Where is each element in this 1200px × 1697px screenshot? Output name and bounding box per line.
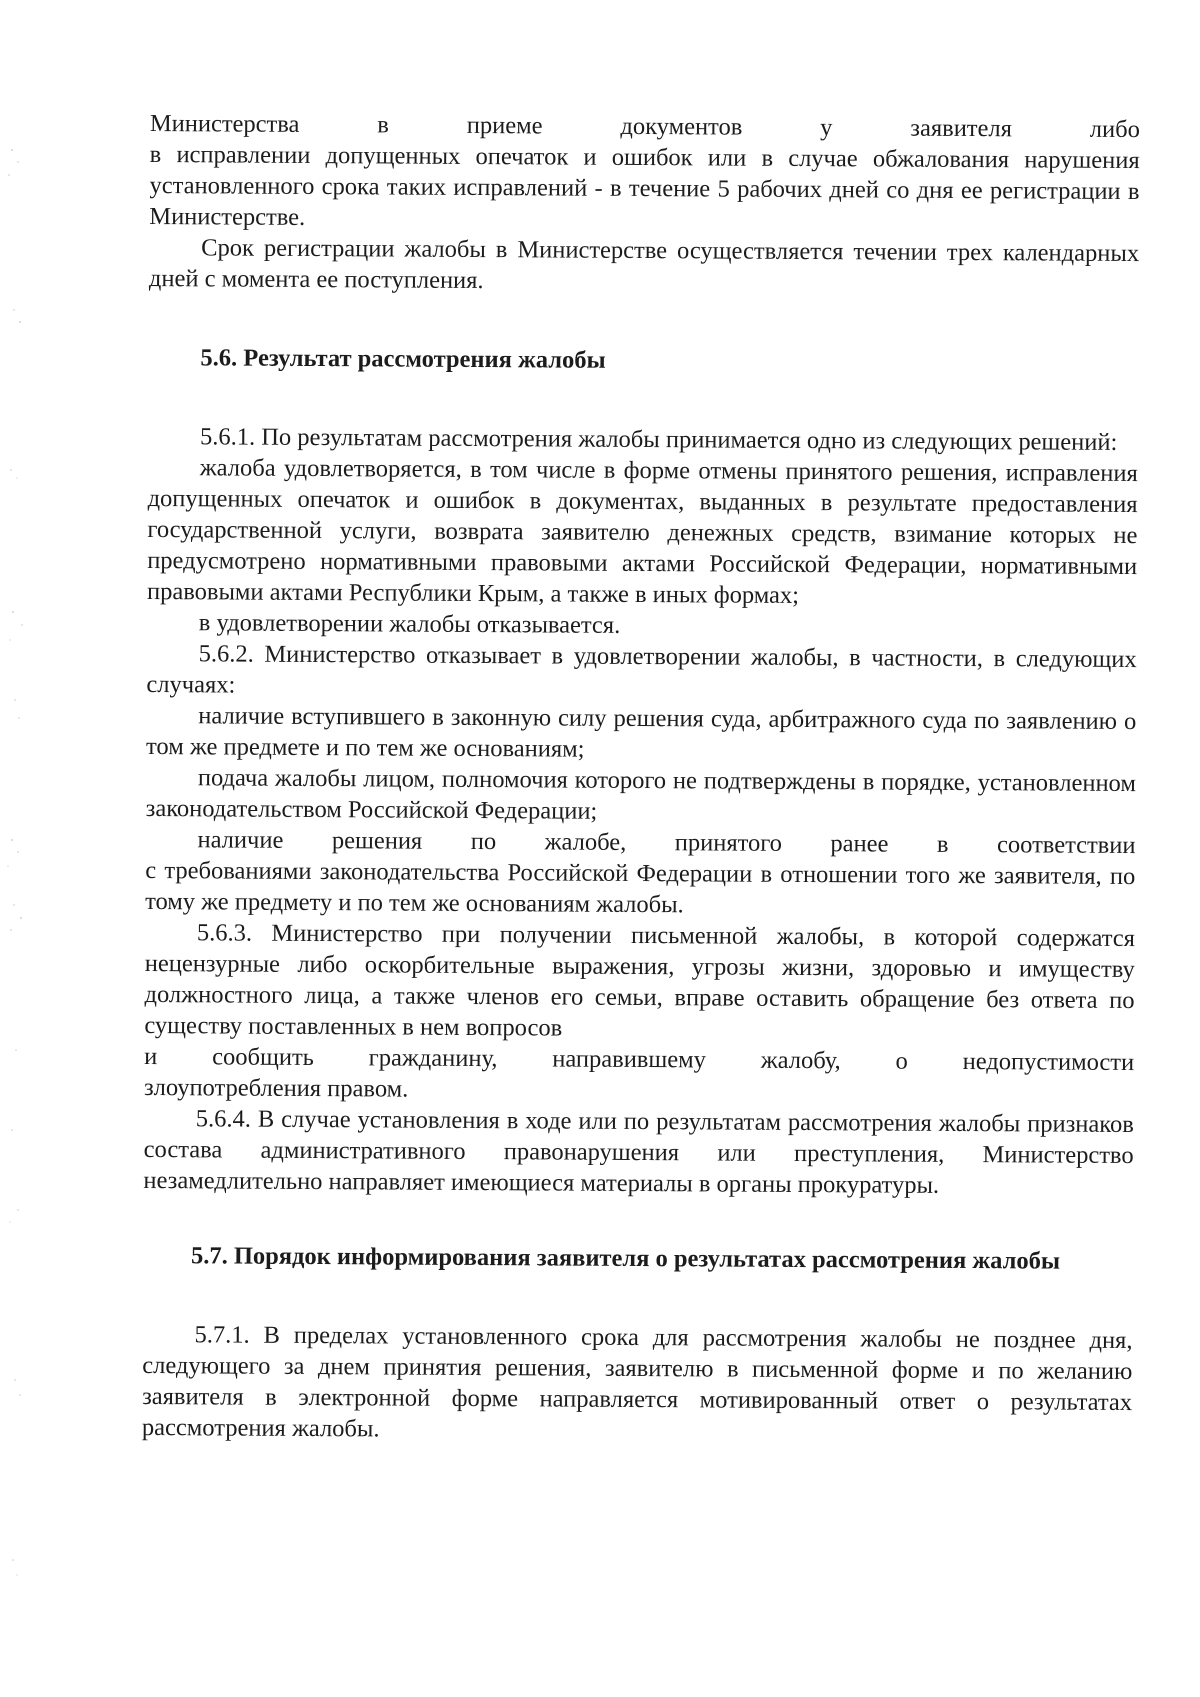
case-authority-unconfirmed: подача жалобы лицом, полномочия которого не подтверждены в порядке, установленном законодательством Российской Федерации; <box>145 764 1136 825</box>
case-prior-decision-first-line: наличие решения по жалобе, принятого ранее в соответствии <box>197 826 1136 860</box>
section-5-7-heading: 5.7. Порядок информирования заявителя о результатах рассмотрения жалобы <box>190 1242 1061 1275</box>
paragraph-5-6-3: 5.6.3. Министерство при получении письменной жалобы, в которой содержатся нецензурные либо оскорбительные выражения, угрозы жизни, здоровью и имуществу должностного лица, а также членов его семьи, вправе оставить обращение без ответа по существу поставленных в нем вопросов <box>144 919 1136 1042</box>
intro-first-line: Министерства в приеме документов у заявителя либо <box>149 109 1140 144</box>
case-prior-decision-continuation: с требованиями законодательства Российской Федерации в отношении того же заявителя, по тому же предмету и по тем же основаниям жалобы. <box>145 856 1136 919</box>
paragraph-5-7-1: 5.7.1. В пределах установленного срока для рассмотрения жалобы не позднее дня, следующего за днем принятия решения, заявителю в письменной форме и по желанию заявителя в электронной форме направляется мотивированный ответ о результатах рассмотрения жалобы. <box>141 1321 1133 1443</box>
scan-margin-noise <box>0 0 40 1697</box>
section-5-6-heading: 5.6. Результат рассмотрения жалобы <box>200 344 606 374</box>
paragraph-5-6-3-line: и сообщить гражданину, направившему жалобу, о недопустимости <box>144 1042 1135 1077</box>
paragraph-5-6-4: 5.6.4. В случае установления в ходе или по результатам рассмотрения жалобы признаков состава административного правонарушения или преступления, Министерство незамедлительно направляет имеющиеся материалы в органы прокуратуры. <box>143 1105 1134 1199</box>
intro-continuation: в исправлении допущенных опечаток и ошибок или в случае обжалования нарушения установленного срока таких исправлений - в течение 5 рабочих дней со дня ее регистрации в Министерстве. <box>149 140 1140 231</box>
decision-refuse-paragraph: в удовлетворении жалобы отказывается. <box>198 609 621 639</box>
case-court-decision: наличие вступившего в законную силу решения суда, арбитражного суда по заявлению о том же предмете и по тем же основаниям; <box>146 702 1137 763</box>
registration-term-paragraph: Срок регистрации жалобы в Министерстве осуществляется течении трех календарных дней с момента ее поступления. <box>148 234 1140 295</box>
decision-satisfy-paragraph: жалоба удовлетворяется, в том числе в форме отмены принятого решения, исправления допущенных опечаток и ошибок в документах, выданных в результате предоставления государственной услуги, возврата заявителю денежных средств, взимание которых не предусмотрено нормативными правовыми актами Российской Федерации, нормативными правовыми актами Республики Крым, а также в иных формах; <box>146 454 1138 609</box>
paragraph-5-6-1: 5.6.1. По результатам рассмотрения жалобы принимается одно из следующих решений: <box>199 423 1118 456</box>
paragraph-5-6-2: 5.6.2. Министерство отказывает в удовлетворении жалобы, в частности, в следующих случаях: <box>146 640 1137 699</box>
paragraph-5-6-3-end: злоупотребления правом. <box>143 1073 409 1103</box>
document-body <box>142 108 1140 1449</box>
